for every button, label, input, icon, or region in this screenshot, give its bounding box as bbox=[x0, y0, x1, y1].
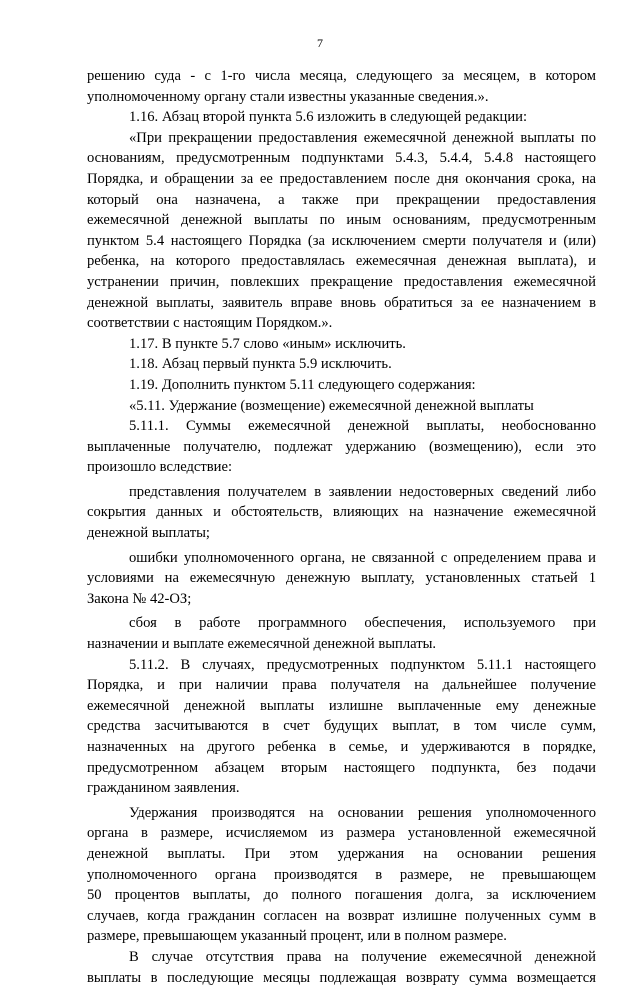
document-body bbox=[87, 66, 596, 988]
text-line: уполномоченного органа производятся в размере, не превышающем bbox=[87, 866, 596, 883]
text-line: назначении и выплате ежемесячной денежной выплаты. bbox=[87, 636, 437, 653]
text-line: предусмотренном абзацем вторым настоящего подпункта, без подачи bbox=[87, 759, 596, 776]
text-line: денежной выплаты. При этом удержания на основании решения bbox=[87, 845, 596, 862]
text-line: 5.11.1. Суммы ежемесячной денежной выплаты, необоснованно bbox=[129, 418, 596, 435]
page-number: 7 bbox=[317, 36, 323, 50]
text-line: «5.11. Удержание (возмещение) ежемесячной денежной выплаты bbox=[129, 397, 534, 414]
text-line: уполномоченному органу стали известны указанные сведения.». bbox=[87, 88, 489, 105]
text-line: 1.16. Абзац второй пункта 5.6 изложить в следующей редакции: bbox=[129, 109, 528, 126]
text-line: устранении причин, повлекших прекращение предоставления ежемесячной bbox=[87, 273, 596, 290]
text-line: органа в размере, исчисляемом из размера установленной ежемесячной bbox=[87, 825, 596, 842]
text-line: ежемесячной денежной выплаты излишне выплаченные ему денежные bbox=[87, 697, 596, 714]
text-line: денежной выплаты, заявитель вправе вновь обратиться за ее назначением в bbox=[87, 294, 596, 311]
text-line: ребенка, на которого предоставлялась ежемесячная денежная выплата), и bbox=[87, 253, 596, 270]
text-line: решению суда - с 1-го числа месяца, следующего за месяцем, в котором bbox=[87, 68, 596, 84]
text-line: представления получателем в заявлении недостоверных сведений либо bbox=[129, 483, 596, 500]
text-line: размере, превышающем указанный процент, или в полном размере. bbox=[87, 928, 507, 945]
text-line: гражданином заявления. bbox=[87, 780, 240, 797]
text-line: ошибки уполномоченного органа, не связанной с определением права и bbox=[129, 549, 596, 566]
text-line: условиями на ежемесячную денежную выплату, установленных статьей 1 bbox=[87, 570, 596, 587]
text-line: случаев, когда гражданин согласен на возврат излишне полученных сумм в bbox=[87, 907, 596, 924]
text-line: 1.19. Дополнить пунктом 5.11 следующего содержания: bbox=[129, 376, 476, 393]
text-line: 1.17. В пункте 5.7 слово «иным» исключить. bbox=[129, 335, 406, 352]
text-line: Порядка, и обращении за ее предоставлением после дня окончания срока, на bbox=[87, 170, 596, 187]
text-line: сокрытия данных и обстоятельств, влияющих на назначение ежемесячной bbox=[87, 504, 596, 521]
text-line: Удержания производятся на основании решения уполномоченного bbox=[129, 804, 596, 821]
text-line: который она назначена, а также при прекращении предоставления bbox=[87, 191, 596, 208]
text-line: соответствии с настоящим Порядком.». bbox=[87, 315, 333, 332]
text-line: основаниям, предусмотренным подпунктами 5.4.3, 5.4.4, 5.4.8 настоящего bbox=[87, 150, 596, 167]
text-line: денежной выплаты; bbox=[87, 525, 210, 542]
text-line: ежемесячной денежной выплаты по иным основаниям, предусмотренным bbox=[87, 212, 596, 229]
text-line: 50 процентов выплаты, до полного погашения долга, за исключением bbox=[87, 887, 596, 904]
text-line: произошло вследствие: bbox=[87, 459, 233, 476]
text-line: 5.11.2. В случаях, предусмотренных подпунктом 5.11.1 настоящего bbox=[129, 656, 596, 673]
text-line: Закона № 42-ОЗ; bbox=[87, 590, 192, 607]
text-line: В случае отсутствия права на получение ежемесячной денежной bbox=[129, 948, 596, 965]
text-line: сбоя в работе программного обеспечения, используемого при bbox=[129, 615, 596, 632]
text-line: 1.18. Абзац первый пункта 5.9 исключить. bbox=[129, 356, 392, 373]
text-line: назначенных на другого ребенка в семье, и удерживаются в порядке, bbox=[87, 739, 596, 755]
text-line: средства засчитываются в счет будущих выплат, в том числе сумм, bbox=[87, 718, 596, 735]
text-line: «При прекращении предоставления ежемесячной денежной выплаты по bbox=[129, 129, 596, 146]
text-line: пунктом 5.4 настоящего Порядка (за исключением смерти получателя и (или) bbox=[87, 232, 596, 249]
text-line: выплаты в последующие месяцы подлежащая возврату сумма возмещается bbox=[87, 969, 596, 986]
text-line: Порядка, и при наличии права получателя на дальнейшее получение bbox=[87, 677, 596, 694]
text-line: выплаченные получателю, подлежат удержанию (возмещению), если это bbox=[87, 438, 596, 455]
